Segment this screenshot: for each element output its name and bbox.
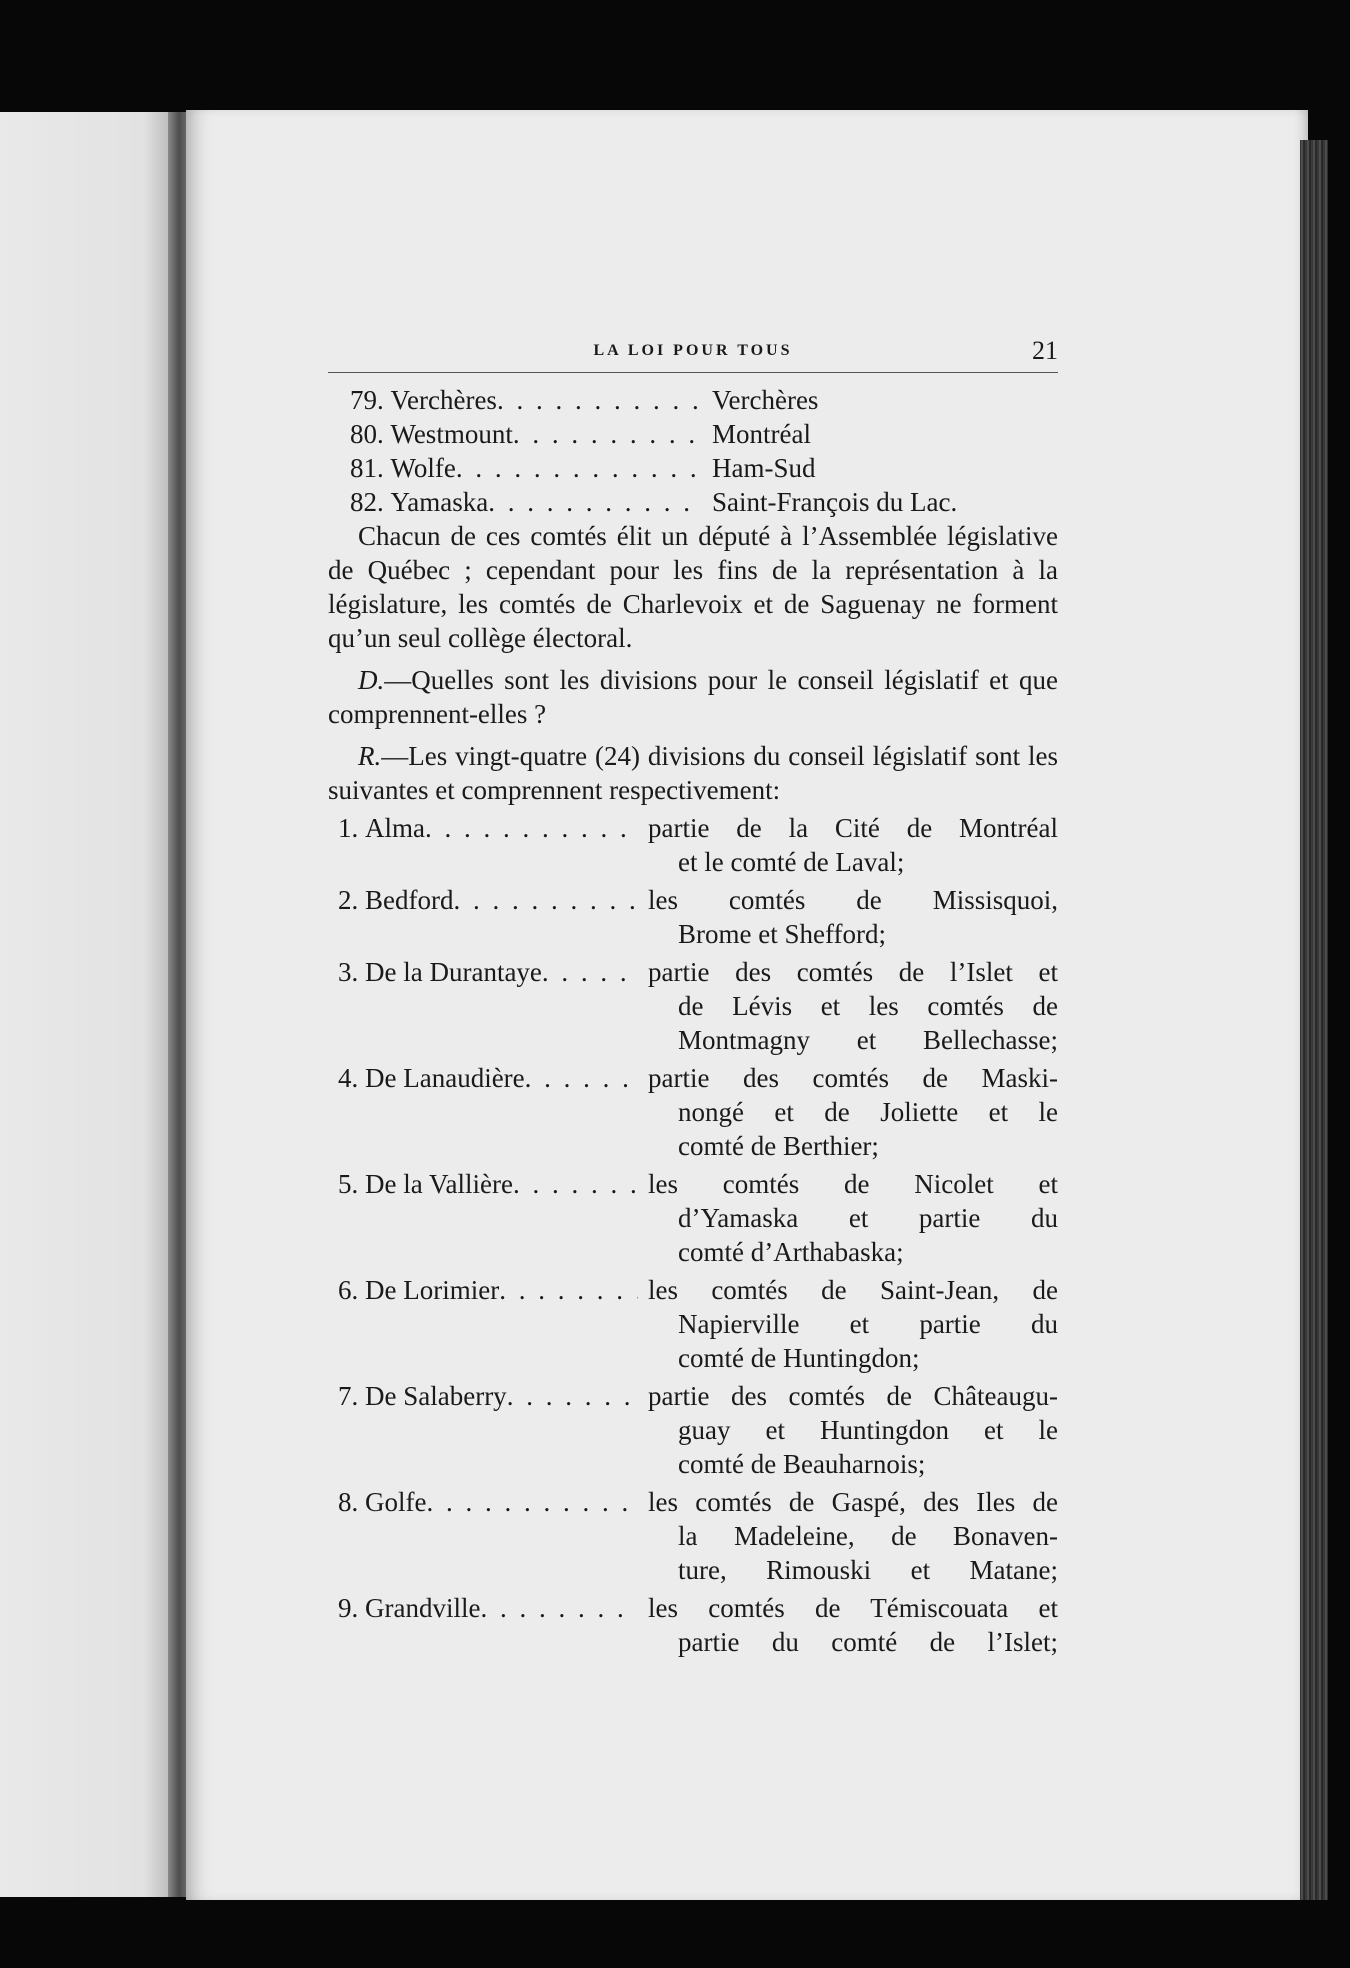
leader-dots: [453, 883, 638, 951]
left-page-edge: [0, 112, 180, 1897]
division-line: Napierville et partie du: [678, 1309, 1058, 1339]
leader-dots: [456, 451, 700, 485]
question-letter: D.: [358, 665, 385, 695]
division-row: [328, 811, 1058, 879]
division-line: et le comté de Laval;: [678, 847, 905, 877]
division-line: les comtés de Missisquoi,: [648, 885, 1058, 915]
county-row: [328, 485, 1058, 519]
leader-dots: [499, 1273, 638, 1375]
county-name: Westmount: [390, 419, 513, 449]
division-number: 7.: [338, 1381, 359, 1411]
division-row: [328, 1167, 1058, 1269]
division-row: [328, 1485, 1058, 1587]
county-row: [328, 451, 1058, 485]
division-number: 9.: [338, 1593, 359, 1623]
division-line: comté de Huntingdon;: [678, 1343, 920, 1373]
leader-dots: [525, 1061, 638, 1163]
division-name: De Lanaudière: [365, 1063, 525, 1093]
book-gutter: [168, 112, 188, 1897]
division-line: partie des comtés de Châteaugu-: [648, 1381, 1058, 1411]
county-number: 79.: [350, 385, 384, 415]
division-line: d’Yamaska et partie du: [678, 1203, 1058, 1233]
division-row: [328, 883, 1058, 951]
leader-dots: [513, 1167, 638, 1269]
division-number: 6.: [338, 1275, 359, 1305]
county-seat: Montréal: [712, 419, 811, 449]
division-number: 5.: [338, 1169, 359, 1199]
division-line: guay et Huntingdon et le: [678, 1415, 1058, 1445]
division-number: 1.: [338, 813, 359, 843]
division-description: [638, 1167, 1058, 1269]
division-line: comté de Beauharnois;: [678, 1449, 926, 1479]
division-line: ture, Rimouski et Matane;: [678, 1555, 1058, 1585]
division-description: [638, 1485, 1058, 1587]
county-seat: Ham-Sud: [712, 453, 816, 483]
county-seat: Saint-François du Lac.: [712, 487, 958, 517]
division-row: [328, 1273, 1058, 1375]
division-line: la Madeleine, de Bonaven-: [678, 1521, 1058, 1551]
page-content: [328, 332, 1058, 1663]
county-row: [328, 383, 1058, 417]
county-list: [328, 383, 1058, 519]
answer-paragraph: [328, 739, 1058, 807]
division-name: Grandville: [365, 1593, 481, 1623]
division-line: les comtés de Nicolet et: [648, 1169, 1058, 1199]
division-line: nongé et de Joliette et le: [678, 1097, 1058, 1127]
division-line: Montmagny et Bellechasse;: [678, 1025, 1058, 1055]
division-row: [328, 1061, 1058, 1163]
answer-text: —Les vingt-quatre (24) divisions du conseil législatif sont les suivantes et comprennent respectivement:: [328, 741, 1058, 805]
division-name: De Salaberry: [365, 1381, 507, 1411]
county-name: Verchères: [390, 385, 497, 415]
division-line: Brome et Shefford;: [678, 919, 886, 949]
division-name: De la Durantaye: [365, 957, 542, 987]
division-line: les comtés de Saint-Jean, de: [648, 1275, 1058, 1305]
county-seat: Verchères: [712, 385, 819, 415]
division-description: [638, 955, 1058, 1057]
division-line: comté de Berthier;: [678, 1131, 879, 1161]
county-name: Wolfe: [390, 453, 456, 483]
division-row: [328, 1591, 1058, 1659]
county-number: 81.: [350, 453, 384, 483]
book-page: [186, 110, 1308, 1900]
division-line: les comtés de Gaspé, des Iles de: [648, 1487, 1058, 1517]
running-head: [328, 332, 1058, 373]
running-title: LA LOI POUR TOUS: [593, 342, 793, 359]
leader-dots: [513, 417, 700, 451]
division-description: [638, 1273, 1058, 1375]
question-text: —Quelles sont les divisions pour le conseil législatif et que comprennent-elles ?: [328, 665, 1058, 729]
division-line: de Lévis et les comtés de: [678, 991, 1058, 1021]
division-name: De Lorimier: [365, 1275, 500, 1305]
answer-letter: R.: [358, 741, 382, 771]
division-description: [638, 1379, 1058, 1481]
county-row: [328, 417, 1058, 451]
paragraph-electoral-note: Chacun de ces comtés élit un député à l’Assemblée législative de Québec ; cependant pour les fins de la représentation à la législature, les comtés de Charlevoix et de Saguenay ne forment qu’un seul collège électoral.: [328, 521, 1058, 653]
division-number: 2.: [338, 885, 359, 915]
leader-dots: [480, 1591, 638, 1659]
division-description: [638, 883, 1058, 951]
division-name: Alma: [365, 813, 425, 843]
leader-dots: [425, 811, 638, 879]
leader-dots: [542, 955, 638, 1057]
leader-dots: [488, 485, 700, 519]
division-line: partie des comtés de Maski-: [648, 1063, 1058, 1093]
division-line: comté d’Arthabaska;: [678, 1237, 904, 1267]
division-line: partie de la Cité de Montréal: [648, 813, 1058, 843]
division-name: De la Vallière: [365, 1169, 513, 1199]
leader-dots: [497, 383, 700, 417]
leader-dots: [507, 1379, 638, 1481]
division-number: 8.: [338, 1487, 359, 1517]
county-number: 82.: [350, 487, 384, 517]
division-line: les comtés de Témiscouata et: [648, 1593, 1058, 1623]
division-number: 3.: [338, 957, 359, 987]
division-description: [638, 811, 1058, 879]
page-number: 21: [1032, 336, 1058, 365]
division-line: partie des comtés de l’Islet et: [648, 957, 1058, 987]
leader-dots: [426, 1485, 638, 1587]
division-row: [328, 955, 1058, 1057]
county-number: 80.: [350, 419, 384, 449]
division-list: [328, 811, 1058, 1659]
division-name: Bedford: [365, 885, 454, 915]
county-name: Yamaska: [390, 487, 489, 517]
division-description: [638, 1591, 1058, 1659]
division-description: [638, 1061, 1058, 1163]
division-number: 4.: [338, 1063, 359, 1093]
division-row: [328, 1379, 1058, 1481]
page-block-edge: [1300, 140, 1328, 1900]
question-paragraph: [328, 663, 1058, 731]
division-name: Golfe: [365, 1487, 427, 1517]
division-line: partie du comté de l’Islet;: [678, 1627, 1058, 1657]
